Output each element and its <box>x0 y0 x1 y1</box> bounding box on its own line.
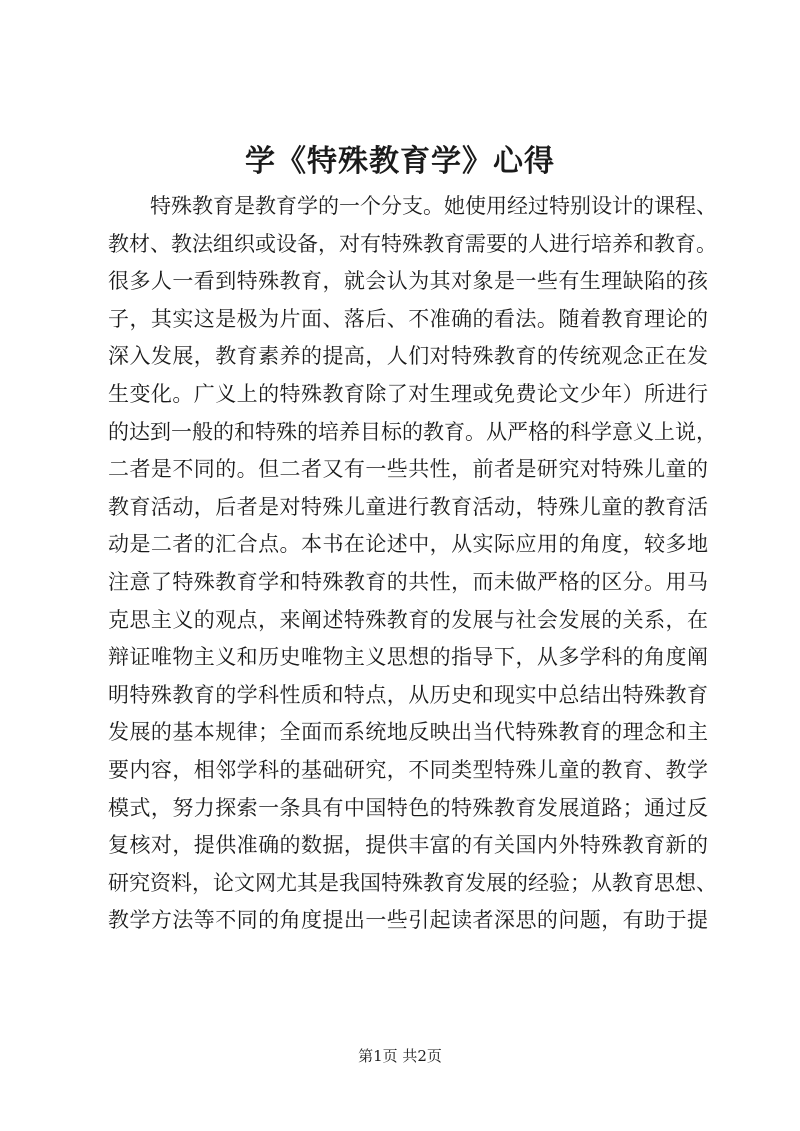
text-line: 深入发展，教育素养的提高，人们对特殊教育的传统观念正在发 <box>108 344 708 369</box>
text-line: 教材、教法组织或设备，对有特殊教育需要的人进行培养和教育。 <box>108 231 717 256</box>
text-line: 研究资料，论文网尤其是我国特殊教育发展的经验；从教育思想、 <box>108 870 717 895</box>
text-line: 模式，努力探索一条具有中国特色的特殊教育发展道路；通过反 <box>108 795 708 820</box>
text-line: 复核对，提供准确的数据，提供丰富的有关国内外特殊教育新的 <box>108 833 708 858</box>
text-line: 二者是不同的。但二者又有一些共性，前者是研究对特殊儿童的 <box>108 457 708 482</box>
body-paragraph <box>108 188 717 940</box>
text-line: 克思主义的观点，来阐述特殊教育的发展与社会发展的关系，在 <box>108 607 708 632</box>
text-line: 明特殊教育的学科性质和特点，从历史和现实中总结出特殊教育 <box>108 682 708 707</box>
text-line: 教学方法等不同的角度提出一些引起读者深思的问题，有助于提 <box>108 908 708 933</box>
text-line: 注意了特殊教育学和特殊教育的共性，而未做严格的区分。用马 <box>108 569 708 594</box>
document-title: 学《特殊教育学》心得 <box>245 144 555 179</box>
text-line: 辩证唯物主义和历史唯物主义思想的指导下，从多学科的角度阐 <box>108 645 708 670</box>
text-line: 很多人一看到特殊教育，就会认为其对象是一些有生理缺陷的孩 <box>108 269 708 294</box>
text-line: 发展的基本规律；全面而系统地反映出当代特殊教育的理念和主 <box>108 720 708 745</box>
page-footer: 第1页 共2页 <box>358 1047 442 1065</box>
text-line: 特殊教育是教育学的一个分支。她使用经过特别设计的课程、 <box>150 194 717 218</box>
text-line: 动是二者的汇合点。本书在论述中，从实际应用的角度，较多地 <box>108 532 708 557</box>
text-line: 生变化。广义上的特殊教育除了对生理或免费论文少年）所进行 <box>108 381 708 406</box>
text-line: 要内容，相邻学科的基础研究，不同类型特殊儿童的教育、教学 <box>108 757 708 782</box>
text-line: 的达到一般的和特殊的培养目标的教育。从严格的科学意义上说， <box>108 419 717 444</box>
text-line: 教育活动，后者是对特殊儿童进行教育活动，特殊儿童的教育活 <box>108 494 708 519</box>
text-line: 子，其实这是极为片面、落后、不准确的看法。随着教育理论的 <box>108 306 708 331</box>
